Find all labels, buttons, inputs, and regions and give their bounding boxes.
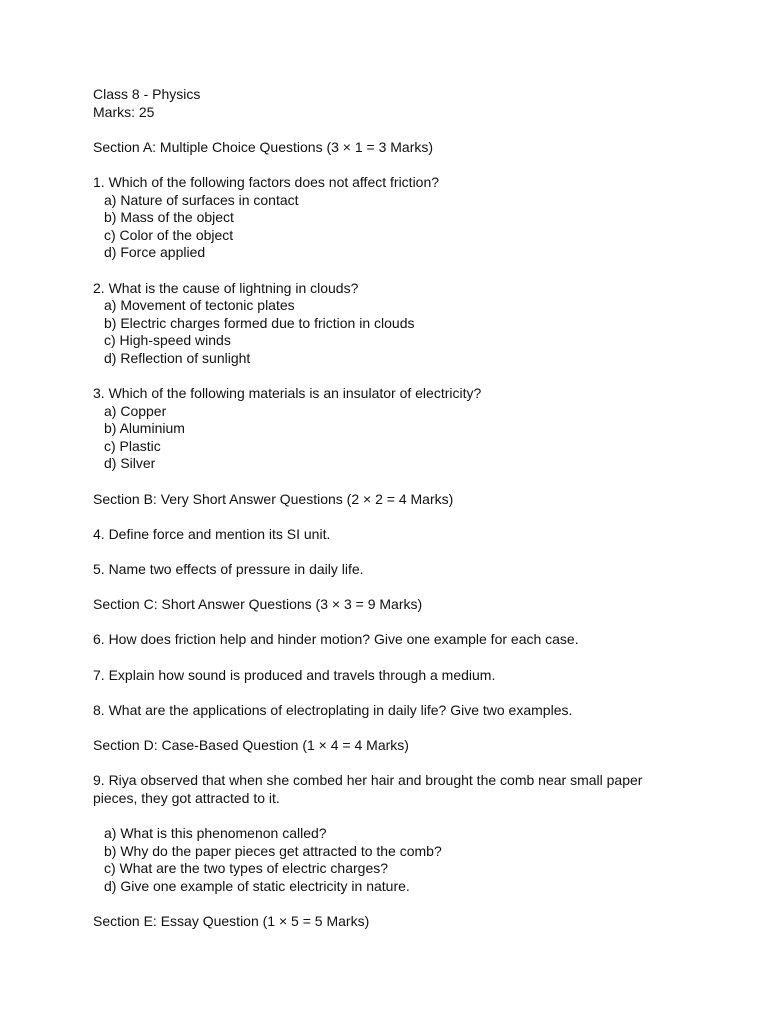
- question-9-part-d: d) Give one example of static electricity in nature.: [104, 877, 410, 894]
- question-9-part-c: c) What are the two types of electric charges?: [104, 860, 389, 877]
- spacer: [93, 684, 693, 702]
- question-1-option-d: d) Force applied: [104, 244, 206, 261]
- question-9-part-b: b) Why do the paper pieces get attracted to the comb?: [104, 842, 442, 859]
- spacer: [93, 649, 693, 667]
- question-7: 7. Explain how sound is produced and travels through a medium.: [93, 666, 496, 683]
- spacer: [93, 755, 693, 773]
- section-d-heading: Section D: Case-Based Question (1 × 4 = 4 Marks): [93, 736, 409, 753]
- spacer: [93, 543, 693, 561]
- question-4: 4. Define force and mention its SI unit.: [93, 525, 331, 542]
- spacer: [93, 614, 693, 632]
- total-marks: Marks: 25: [93, 103, 155, 120]
- question-1-option-c: c) Color of the object: [104, 226, 234, 243]
- spacer: [93, 719, 693, 737]
- spacer: [93, 473, 693, 491]
- question-5: 5. Name two effects of pressure in daily life.: [93, 561, 364, 578]
- spacer: [93, 368, 693, 386]
- question-2-option-d: d) Reflection of sunlight: [104, 349, 251, 366]
- spacer: [93, 262, 693, 280]
- question-2-option-c: c) High-speed winds: [104, 332, 231, 349]
- paper-title: Class 8 - Physics: [93, 86, 201, 102]
- spacer: [93, 807, 693, 825]
- question-9-case: 9. Riya observed that when she combed her hair and brought the comb near small paper pieces, they got attracted to it.: [93, 772, 643, 806]
- spacer: [93, 121, 693, 139]
- question-3-option-b: b) Aluminium: [104, 420, 185, 437]
- question-8: 8. What are the applications of electroplating in daily life? Give two examples.: [93, 701, 573, 718]
- section-b-heading: Section B: Very Short Answer Questions (2 × 2 = 4 Marks): [93, 490, 454, 507]
- question-1: 1. Which of the following factors does not affect friction?: [93, 173, 440, 190]
- question-1-option-a: a) Nature of surfaces in contact: [104, 191, 299, 208]
- spacer: [93, 508, 693, 526]
- spacer: [93, 579, 693, 597]
- question-2: 2. What is the cause of lightning in clouds?: [93, 279, 359, 296]
- question-1-option-b: b) Mass of the object: [104, 209, 234, 226]
- question-3-option-a: a) Copper: [104, 402, 167, 419]
- question-2-option-a: a) Movement of tectonic plates: [104, 297, 295, 314]
- question-paper: [93, 86, 693, 931]
- question-3-option-c: c) Plastic: [104, 437, 161, 454]
- spacer: [93, 895, 693, 913]
- question-6: 6. How does friction help and hinder motion? Give one example for each case.: [93, 631, 579, 648]
- section-c-heading: Section C: Short Answer Questions (3 × 3 = 9 Marks): [93, 596, 423, 613]
- question-3-option-d: d) Silver: [104, 455, 156, 472]
- question-3: 3. Which of the following materials is an insulator of electricity?: [93, 385, 482, 402]
- question-9-part-a: a) What is this phenomenon called?: [104, 824, 327, 841]
- spacer: [93, 156, 693, 174]
- section-a-heading: Section A: Multiple Choice Questions (3 × 1 = 3 Marks): [93, 138, 434, 155]
- section-e-heading: Section E: Essay Question (1 × 5 = 5 Marks): [93, 912, 370, 929]
- question-2-option-b: b) Electric charges formed due to friction in clouds: [104, 314, 415, 331]
